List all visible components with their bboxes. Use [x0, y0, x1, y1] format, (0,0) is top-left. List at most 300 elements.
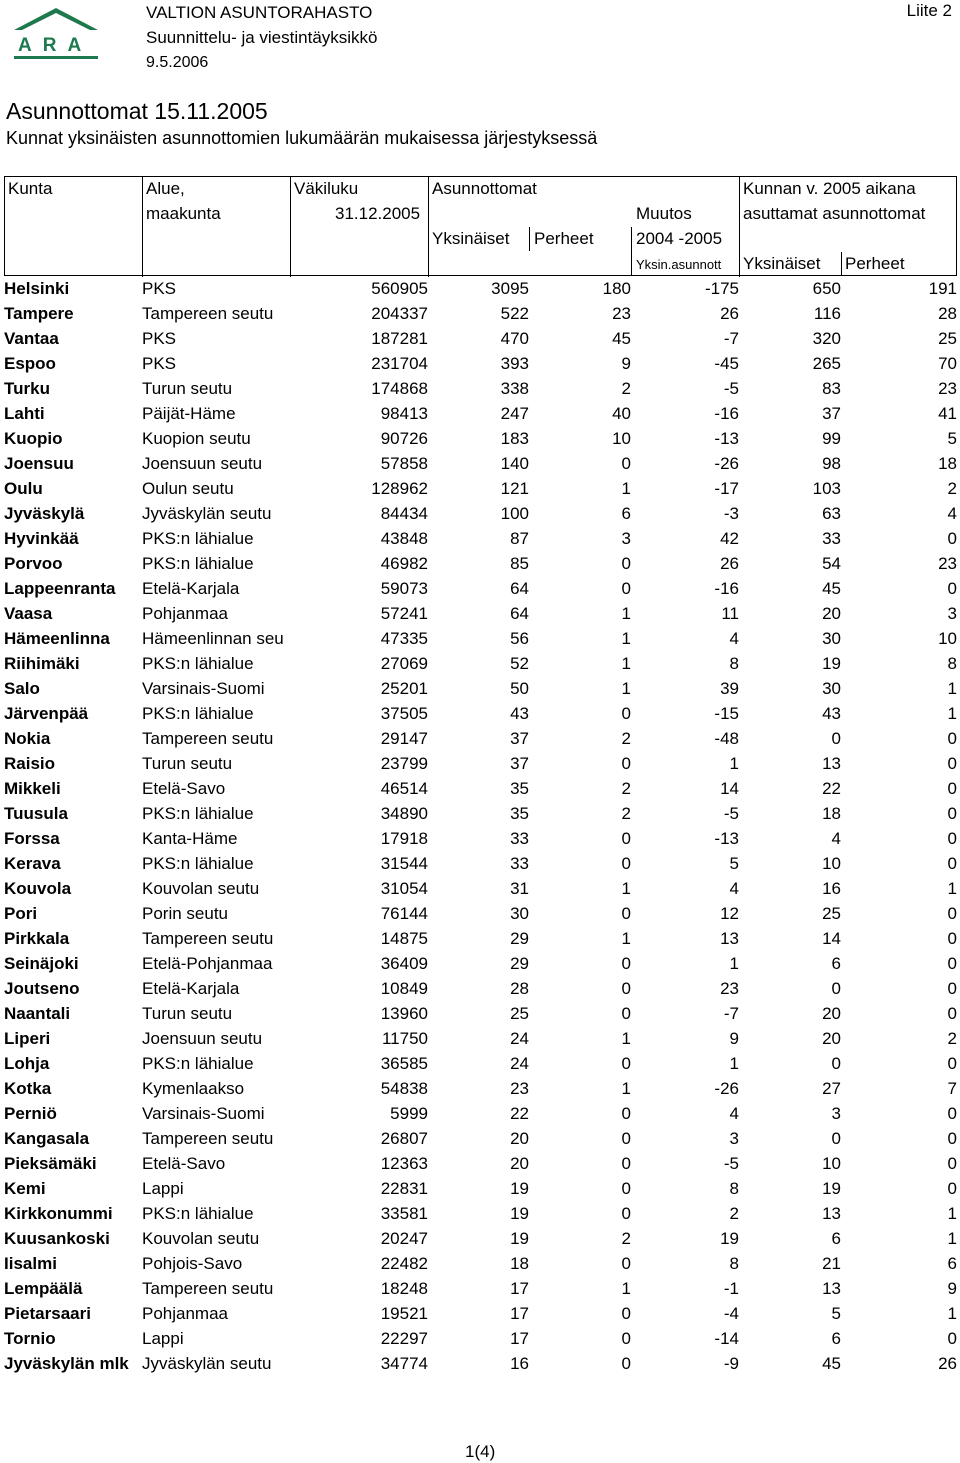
- cell-muutos: -13: [714, 428, 739, 448]
- cell-muutos: -5: [723, 803, 739, 823]
- org-unit: Suunnittelu- ja viestintäyksikkö: [146, 28, 378, 47]
- cell-asutetut-perheet: 1: [947, 878, 957, 898]
- header-divider: [739, 177, 740, 277]
- cell-vakiluku: 174868: [371, 378, 428, 398]
- cell-asutetut-perheet: 18: [938, 453, 957, 473]
- cell-kunta: Liperi: [4, 1028, 51, 1048]
- cell-kunta: Kotka: [4, 1078, 52, 1098]
- col-vakiluku-date: 31.12.2005: [335, 204, 421, 223]
- svg-text:ARA: ARA: [18, 35, 93, 56]
- col-kunnan-2: asuttamat asunnottomat: [743, 204, 926, 223]
- cell-muutos: 8: [729, 653, 739, 673]
- table-row: [4, 551, 957, 576]
- cell-asutetut-perheet: 23: [938, 378, 957, 398]
- cell-perheet: 0: [621, 953, 631, 973]
- cell-perheet: 0: [621, 1003, 631, 1023]
- cell-alue: PKS:n lähialue: [142, 553, 254, 573]
- cell-perheet: 180: [602, 278, 631, 298]
- cell-vakiluku: 560905: [371, 278, 428, 298]
- cell-alue: Pohjanmaa: [142, 1303, 229, 1323]
- cell-alue: Pohjois-Savo: [142, 1253, 243, 1273]
- cell-muutos: 23: [720, 978, 739, 998]
- cell-alue: Hämeenlinnan seu: [142, 628, 284, 648]
- cell-kunta: Salo: [4, 678, 40, 698]
- cell-asutetut-perheet: 0: [947, 1178, 957, 1198]
- col-k-yksinaiset: Yksinäiset: [743, 254, 821, 273]
- table-row: [4, 1276, 957, 1301]
- table-row: [4, 1351, 957, 1376]
- table-row: [4, 701, 957, 726]
- cell-yksinaiset: 338: [500, 378, 529, 398]
- table-row: [4, 1151, 957, 1176]
- cell-yksinaiset: 29: [510, 953, 529, 973]
- cell-alue: Tampereen seutu: [142, 728, 274, 748]
- cell-kunta: Kuopio: [4, 428, 63, 448]
- cell-muutos: -45: [714, 353, 739, 373]
- cell-alue: Joensuun seutu: [142, 453, 263, 473]
- col-k-perheet: Perheet: [845, 254, 905, 273]
- cell-muutos: -4: [723, 1303, 739, 1323]
- cell-vakiluku: 11750: [381, 1028, 428, 1048]
- cell-alue: Tampereen seutu: [142, 1278, 274, 1298]
- cell-alue: Pohjanmaa: [142, 603, 229, 623]
- cell-asutetut-perheet: 0: [947, 903, 957, 923]
- table-row: [4, 426, 957, 451]
- cell-yksinaiset: 28: [510, 978, 529, 998]
- cell-yksinaiset: 100: [500, 503, 529, 523]
- cell-muutos: 9: [729, 1028, 739, 1048]
- cell-perheet: 0: [621, 553, 631, 573]
- cell-vakiluku: 90726: [380, 428, 428, 448]
- cell-asutetut-perheet: 0: [947, 803, 957, 823]
- cell-perheet: 0: [621, 753, 631, 773]
- data-table: [4, 276, 957, 1376]
- cell-vakiluku: 54838: [380, 1078, 428, 1098]
- cell-perheet: 0: [621, 1153, 631, 1173]
- cell-muutos: -14: [714, 1328, 739, 1348]
- cell-perheet: 0: [621, 703, 631, 723]
- cell-perheet: 0: [621, 1103, 631, 1123]
- col-yksinaiset: Yksinäiset: [432, 229, 510, 248]
- table-row: [4, 1076, 957, 1101]
- cell-perheet: 0: [621, 1053, 631, 1073]
- cell-yksinaiset: 22: [510, 1103, 529, 1123]
- cell-asutetut-perheet: 0: [947, 828, 957, 848]
- cell-asutetut-perheet: 2: [947, 1028, 957, 1048]
- cell-asutetut-yksinaiset: 0: [831, 1128, 841, 1148]
- cell-perheet: 2: [621, 778, 631, 798]
- cell-alue: Turun seutu: [142, 1003, 233, 1023]
- cell-asutetut-yksinaiset: 5: [831, 1303, 841, 1323]
- cell-asutetut-perheet: 2: [947, 478, 957, 498]
- cell-vakiluku: 27069: [380, 653, 428, 673]
- header-divider: [631, 227, 632, 275]
- cell-yksinaiset: 31: [510, 878, 529, 898]
- cell-asutetut-yksinaiset: 16: [822, 878, 841, 898]
- cell-asutetut-perheet: 1: [947, 1228, 957, 1248]
- cell-muutos: 42: [720, 528, 739, 548]
- cell-perheet: 1: [621, 603, 631, 623]
- table-row: [4, 1101, 957, 1126]
- cell-perheet: 0: [621, 1303, 631, 1323]
- cell-perheet: 9: [621, 353, 631, 373]
- cell-asutetut-perheet: 0: [947, 1128, 957, 1148]
- cell-vakiluku: 187281: [371, 328, 428, 348]
- cell-alue: Tampereen seutu: [142, 928, 274, 948]
- col-perheet: Perheet: [534, 229, 594, 248]
- cell-alue: Tampereen seutu: [142, 303, 274, 323]
- cell-kunta: Mikkeli: [4, 778, 61, 798]
- cell-vakiluku: 23799: [380, 753, 428, 773]
- cell-asutetut-perheet: 8: [947, 653, 957, 673]
- table-row: [4, 726, 957, 751]
- cell-muutos: -7: [723, 1003, 739, 1023]
- cell-muutos: -26: [714, 1078, 739, 1098]
- cell-asutetut-yksinaiset: 265: [812, 353, 841, 373]
- table-row: [4, 751, 957, 776]
- cell-kunta: Pieksämäki: [4, 1153, 97, 1173]
- cell-kunta: Tampere: [4, 303, 74, 323]
- cell-muutos: -1: [723, 1278, 739, 1298]
- cell-asutetut-yksinaiset: 10: [822, 1153, 841, 1173]
- table-row: [4, 501, 957, 526]
- table-row: [4, 376, 957, 401]
- cell-asutetut-yksinaiset: 83: [822, 378, 841, 398]
- organization-block: [146, 0, 378, 75]
- table-row: [4, 576, 957, 601]
- cell-muutos: -7: [723, 328, 739, 348]
- cell-muutos: 39: [720, 678, 739, 698]
- cell-perheet: 0: [621, 1203, 631, 1223]
- cell-yksinaiset: 23: [510, 1078, 529, 1098]
- cell-muutos: 8: [729, 1178, 739, 1198]
- cell-yksinaiset: 24: [510, 1053, 529, 1073]
- cell-vakiluku: 13960: [380, 1003, 428, 1023]
- cell-asutetut-yksinaiset: 3: [831, 1103, 841, 1123]
- cell-yksinaiset: 3095: [491, 278, 529, 298]
- appendix-label: Liite 2: [906, 1, 952, 20]
- header-divider: [142, 177, 143, 277]
- cell-perheet: 2: [621, 378, 631, 398]
- cell-yksinaiset: 85: [510, 553, 529, 573]
- cell-kunta: Vaasa: [4, 603, 53, 623]
- cell-vakiluku: 84434: [380, 503, 428, 523]
- cell-alue: Tampereen seutu: [142, 1128, 274, 1148]
- cell-vakiluku: 128962: [371, 478, 428, 498]
- cell-asutetut-yksinaiset: 27: [822, 1078, 841, 1098]
- cell-yksinaiset: 20: [510, 1153, 529, 1173]
- cell-vakiluku: 22831: [380, 1178, 428, 1198]
- document-date: 9.5.2006: [146, 54, 209, 71]
- cell-muutos: 26: [720, 303, 739, 323]
- cell-kunta: Kemi: [4, 1178, 46, 1198]
- cell-asutetut-yksinaiset: 13: [822, 753, 841, 773]
- cell-asutetut-perheet: 9: [947, 1278, 957, 1298]
- cell-vakiluku: 19521: [380, 1303, 428, 1323]
- cell-kunta: Hämeenlinna: [4, 628, 110, 648]
- cell-asutetut-perheet: 0: [947, 953, 957, 973]
- cell-alue: Lappi: [142, 1178, 184, 1198]
- cell-yksinaiset: 64: [510, 578, 529, 598]
- cell-kunta: Lohja: [4, 1053, 50, 1073]
- cell-perheet: 10: [612, 428, 631, 448]
- table-row: [4, 326, 957, 351]
- cell-yksinaiset: 17: [510, 1328, 529, 1348]
- cell-asutetut-yksinaiset: 98: [822, 453, 841, 473]
- cell-kunta: Jyväskylä: [4, 503, 85, 523]
- cell-asutetut-yksinaiset: 650: [812, 278, 841, 298]
- cell-yksinaiset: 522: [500, 303, 529, 323]
- table-row: [4, 926, 957, 951]
- col-alue: Alue,: [146, 179, 185, 198]
- cell-muutos: -16: [714, 578, 739, 598]
- cell-vakiluku: 18248: [380, 1278, 428, 1298]
- cell-yksinaiset: 29: [510, 928, 529, 948]
- cell-perheet: 0: [621, 903, 631, 923]
- cell-asutetut-yksinaiset: 20: [822, 1028, 841, 1048]
- header-divider: [290, 177, 291, 277]
- cell-vakiluku: 5999: [390, 1103, 428, 1123]
- header-divider: [529, 227, 530, 251]
- cell-perheet: 0: [621, 578, 631, 598]
- cell-alue: Turun seutu: [142, 753, 233, 773]
- cell-asutetut-yksinaiset: 10: [822, 853, 841, 873]
- cell-yksinaiset: 35: [510, 803, 529, 823]
- cell-perheet: 45: [612, 328, 631, 348]
- cell-muutos: 4: [729, 628, 739, 648]
- cell-muutos: -13: [714, 828, 739, 848]
- table-row: [4, 1026, 957, 1051]
- cell-alue: Etelä-Pohjanmaa: [142, 953, 273, 973]
- cell-yksinaiset: 56: [510, 628, 529, 648]
- cell-kunta: Raisio: [4, 753, 56, 773]
- cell-asutetut-perheet: 7: [947, 1078, 957, 1098]
- cell-yksinaiset: 470: [500, 328, 529, 348]
- page-subtitle: Kunnat yksinäisten asunnottomien lukumäärän mukaisessa järjestyksessä: [6, 128, 598, 148]
- table-row: [4, 901, 957, 926]
- cell-vakiluku: 25201: [380, 678, 428, 698]
- cell-kunta: Lahti: [4, 403, 45, 423]
- cell-muutos: 3: [729, 1128, 739, 1148]
- cell-asutetut-yksinaiset: 6: [831, 1328, 841, 1348]
- cell-vakiluku: 22482: [380, 1253, 428, 1273]
- cell-kunta: Nokia: [4, 728, 51, 748]
- cell-muutos: -16: [714, 403, 739, 423]
- cell-vakiluku: 34890: [380, 803, 428, 823]
- cell-asutetut-yksinaiset: 21: [822, 1253, 841, 1273]
- cell-asutetut-yksinaiset: 30: [822, 628, 841, 648]
- cell-vakiluku: 46514: [380, 778, 428, 798]
- cell-vakiluku: 31544: [380, 853, 428, 873]
- table-row: [4, 826, 957, 851]
- cell-asutetut-yksinaiset: 22: [822, 778, 841, 798]
- cell-vakiluku: 59073: [380, 578, 428, 598]
- cell-muutos: -17: [714, 478, 739, 498]
- cell-asutetut-yksinaiset: 25: [822, 903, 841, 923]
- cell-alue: PKS: [142, 278, 177, 298]
- cell-asutetut-yksinaiset: 0: [831, 728, 841, 748]
- col-kunta: Kunta: [8, 179, 53, 198]
- cell-alue: Päijät-Häme: [142, 403, 236, 423]
- cell-muutos: -26: [714, 453, 739, 473]
- cell-muutos: 8: [729, 1253, 739, 1273]
- cell-asutetut-perheet: 1: [947, 678, 957, 698]
- cell-vakiluku: 33581: [380, 1203, 428, 1223]
- table-row: [4, 526, 957, 551]
- cell-kunta: Vantaa: [4, 328, 59, 348]
- cell-muutos: 11: [721, 603, 739, 623]
- cell-asutetut-perheet: 26: [938, 1353, 957, 1373]
- cell-kunta: Iisalmi: [4, 1253, 57, 1273]
- cell-alue: Kuopion seutu: [142, 428, 251, 448]
- cell-perheet: 0: [621, 1178, 631, 1198]
- cell-alue: Oulun seutu: [142, 478, 234, 498]
- cell-asutetut-yksinaiset: 37: [822, 403, 841, 423]
- cell-asutetut-yksinaiset: 0: [831, 1053, 841, 1073]
- cell-kunta: Seinäjoki: [4, 953, 79, 973]
- cell-perheet: 1: [621, 1278, 631, 1298]
- cell-alue: Jyväskylän seutu: [142, 503, 272, 523]
- cell-muutos: 4: [729, 1103, 739, 1123]
- cell-yksinaiset: 140: [500, 453, 529, 473]
- cell-yksinaiset: 121: [500, 478, 529, 498]
- cell-vakiluku: 204337: [371, 303, 428, 323]
- cell-vakiluku: 76144: [380, 903, 428, 923]
- cell-kunta: Kirkkonummi: [4, 1203, 113, 1223]
- cell-asutetut-perheet: 0: [947, 753, 957, 773]
- cell-yksinaiset: 17: [510, 1303, 529, 1323]
- cell-kunta: Naantali: [4, 1003, 71, 1023]
- cell-kunta: Kuusankoski: [4, 1228, 110, 1248]
- table-row: [4, 276, 957, 301]
- cell-asutetut-perheet: 0: [947, 528, 957, 548]
- col-muutos-sub: Yksin.asunnott: [636, 257, 722, 272]
- cell-vakiluku: 57241: [380, 603, 428, 623]
- cell-perheet: 3: [621, 528, 631, 548]
- cell-muutos: -3: [723, 503, 739, 523]
- cell-perheet: 0: [621, 1128, 631, 1148]
- table-row: [4, 1001, 957, 1026]
- cell-vakiluku: 20247: [380, 1228, 428, 1248]
- cell-yksinaiset: 33: [510, 853, 529, 873]
- cell-asutetut-yksinaiset: 20: [822, 1003, 841, 1023]
- cell-muutos: -5: [723, 1153, 739, 1173]
- cell-muutos: 19: [720, 1228, 739, 1248]
- cell-asutetut-yksinaiset: 4: [831, 828, 841, 848]
- cell-kunta: Espoo: [4, 353, 56, 373]
- cell-asutetut-perheet: 0: [947, 1328, 957, 1348]
- cell-perheet: 1: [621, 928, 631, 948]
- table-row: [4, 351, 957, 376]
- col-kunnan-1: Kunnan v. 2005 aikana: [743, 179, 916, 198]
- org-name: VALTION ASUNTORAHASTO: [146, 3, 373, 22]
- cell-kunta: Pietarsaari: [4, 1303, 91, 1323]
- cell-asutetut-perheet: 1: [947, 703, 957, 723]
- cell-kunta: Oulu: [4, 478, 43, 498]
- cell-vakiluku: 12363: [380, 1153, 428, 1173]
- cell-muutos: -175: [704, 278, 739, 298]
- cell-asutetut-perheet: 0: [947, 578, 957, 598]
- cell-muutos: -48: [714, 728, 739, 748]
- cell-asutetut-perheet: 5: [947, 428, 957, 448]
- cell-asutetut-yksinaiset: 0: [831, 978, 841, 998]
- cell-asutetut-perheet: 0: [947, 928, 957, 948]
- cell-asutetut-yksinaiset: 54: [822, 553, 841, 573]
- cell-vakiluku: 46982: [380, 553, 428, 573]
- cell-kunta: Kerava: [4, 853, 61, 873]
- cell-asutetut-yksinaiset: 320: [812, 328, 841, 348]
- cell-asutetut-perheet: 0: [947, 1003, 957, 1023]
- table-row: [4, 776, 957, 801]
- table-row: [4, 1326, 957, 1351]
- cell-vakiluku: 29147: [380, 728, 428, 748]
- cell-asutetut-yksinaiset: 14: [822, 928, 841, 948]
- cell-perheet: 6: [621, 503, 631, 523]
- cell-vakiluku: 14875: [380, 928, 428, 948]
- cell-asutetut-yksinaiset: 103: [812, 478, 841, 498]
- cell-perheet: 1: [621, 478, 631, 498]
- cell-asutetut-yksinaiset: 20: [822, 603, 841, 623]
- cell-asutetut-yksinaiset: 19: [822, 653, 841, 673]
- cell-perheet: 0: [621, 978, 631, 998]
- cell-alue: Lappi: [142, 1328, 184, 1348]
- cell-muutos: -15: [714, 703, 739, 723]
- cell-perheet: 1: [621, 653, 631, 673]
- cell-yksinaiset: 43: [510, 703, 529, 723]
- table-row: [4, 451, 957, 476]
- cell-perheet: 1: [621, 1078, 631, 1098]
- cell-muutos: 1: [729, 753, 739, 773]
- col-vakiluku: Väkiluku: [294, 179, 359, 198]
- cell-asutetut-yksinaiset: 6: [831, 953, 841, 973]
- cell-asutetut-yksinaiset: 30: [822, 678, 841, 698]
- cell-kunta: Joensuu: [4, 453, 74, 473]
- homeless-table: [4, 176, 957, 1376]
- cell-yksinaiset: 24: [510, 1028, 529, 1048]
- cell-alue: Varsinais-Suomi: [142, 678, 265, 698]
- table-row: [4, 301, 957, 326]
- cell-yksinaiset: 25: [510, 1003, 529, 1023]
- cell-asutetut-perheet: 10: [938, 628, 957, 648]
- cell-asutetut-perheet: 0: [947, 853, 957, 873]
- table-row: [4, 1176, 957, 1201]
- cell-alue: PKS:n lähialue: [142, 853, 254, 873]
- table-row: [4, 1251, 957, 1276]
- cell-kunta: Joutseno: [4, 978, 80, 998]
- cell-yksinaiset: 37: [510, 728, 529, 748]
- col-asunnottomat: Asunnottomat: [432, 179, 537, 198]
- cell-perheet: 0: [621, 453, 631, 473]
- table-header: [4, 176, 957, 276]
- cell-kunta: Kouvola: [4, 878, 72, 898]
- cell-perheet: 2: [621, 728, 631, 748]
- cell-yksinaiset: 64: [510, 603, 529, 623]
- cell-asutetut-perheet: 0: [947, 728, 957, 748]
- cell-alue: Kanta-Häme: [142, 828, 238, 848]
- table-row: [4, 801, 957, 826]
- cell-asutetut-yksinaiset: 63: [822, 503, 841, 523]
- cell-vakiluku: 36409: [380, 953, 428, 973]
- cell-kunta: Riihimäki: [4, 653, 80, 673]
- cell-asutetut-yksinaiset: 43: [822, 703, 841, 723]
- ara-logo: [10, 6, 102, 64]
- cell-yksinaiset: 87: [510, 528, 529, 548]
- cell-perheet: 0: [621, 1253, 631, 1273]
- page-title: Asunnottomat 15.11.2005: [6, 98, 268, 124]
- cell-muutos: 26: [720, 553, 739, 573]
- table-row: [4, 676, 957, 701]
- table-row: [4, 1126, 957, 1151]
